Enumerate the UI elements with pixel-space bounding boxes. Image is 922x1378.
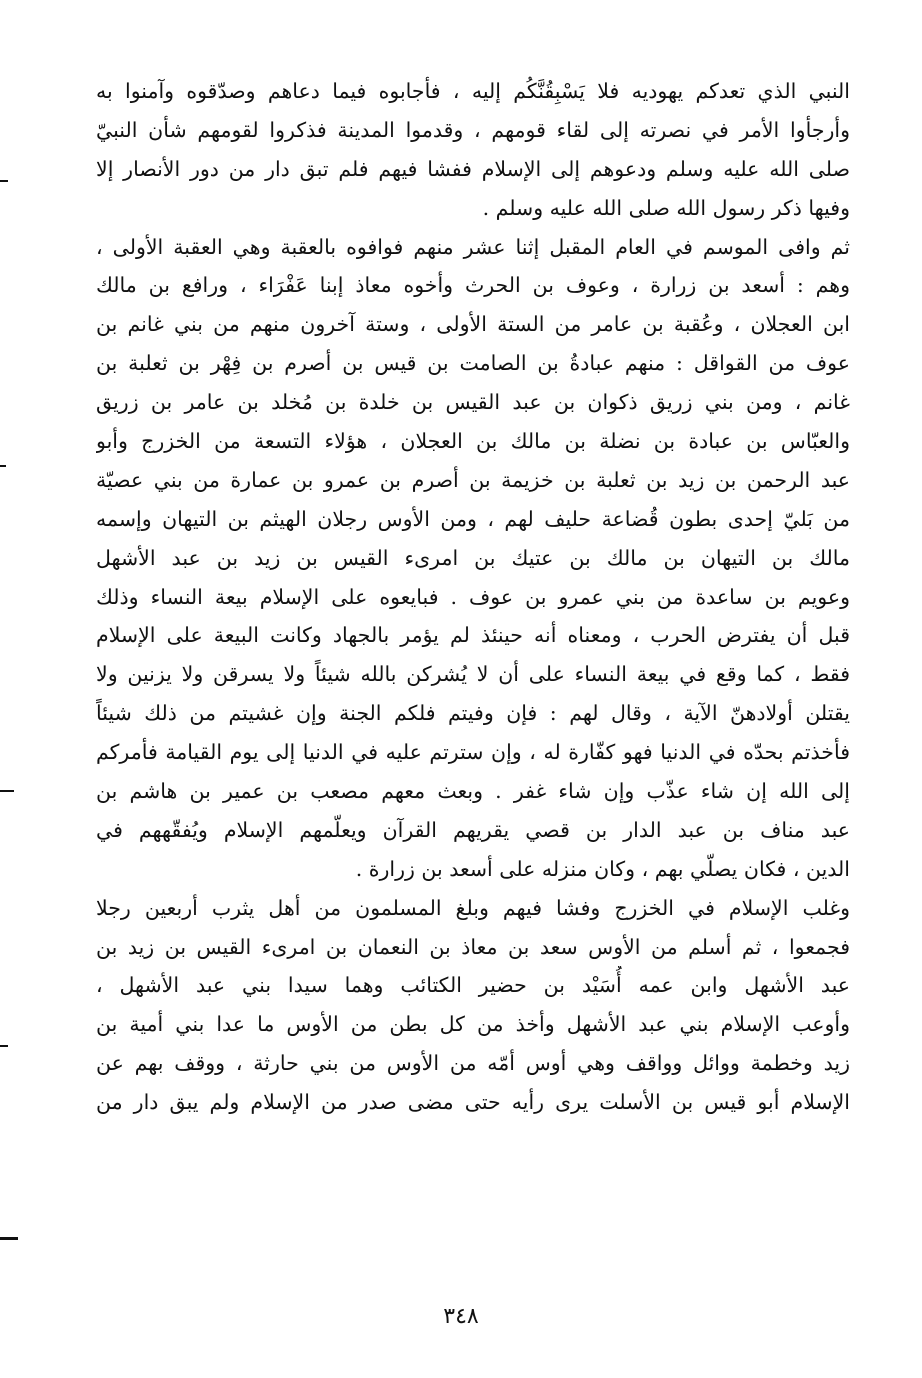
text-line: وأوعب الإسلام بني عبد الأشهل وأخذ من كل بطن من الأوس ما عدا بني أمية بن (96, 1012, 850, 1037)
margin-mark (0, 465, 6, 467)
text-line: من بَليّ إحدى بطون قُضاعة حليف لهم ، ومن الأوس رجلان الهيثم بن التيهان وإسمه (96, 506, 850, 531)
text-line: عبد الأشهل وابن عمه أُسَيْد بن حضير الكتائب وهما سيدا بني عبد الأشهل ، (96, 973, 850, 998)
page-number: ٣٤٨ (443, 1304, 479, 1329)
text-line: إلى الله إن شاء عذّب وإن شاء غفر . وبعث معهم مصعب بن عمير بن هاشم بن (96, 779, 850, 804)
text-line: الدين ، فكان يصلّي بهم ، وكان منزله على أسعد بن زرارة . (355, 856, 850, 881)
text-line: عوف من القواقل : منهم عبادةُ بن الصامت بن قيس بن أصرم بن فِهْر بن ثعلبة بن (96, 351, 850, 376)
text-line: فقط ، كما وقع في بيعة النساء على أن لا يُشركن بالله شيئاً ولا يسرقن ولا يزنين ولا (96, 662, 850, 687)
text-line: عبد مناف بن عبد الدار بن قصي يقريهم القرآن ويعلّمهم الإسلام ويُفقّههم في (96, 817, 850, 842)
text-line: فأخذتم بحدّه في الدنيا فهو كفّارة له ، وإن سترتم عليه في الدنيا إلى يوم القيامة فأمركم (96, 740, 850, 765)
text-line: وأرجأوا الأمر في نصرته إلى لقاء قومهم ، وقدموا المدينة فذكروا لقومهم شأن النبيّ (96, 117, 850, 142)
margin-mark (0, 790, 14, 792)
text-line: زيد وخطمة ووائل وواقف وهي أوس أمّه من الأوس من بني حارثة ، ووقف بهم عن (96, 1051, 850, 1076)
text-line: وهم : أسعد بن زرارة ، وعوف بن الحرث وأخوه معاذ إبنا عَفْرَاء ، ورافع بن مالك (96, 273, 850, 298)
margin-mark (0, 1045, 8, 1047)
text-line: مالك بن التيهان بن مالك بن عتيك بن امرىء القيس بن زيد بن عبد الأشهل (96, 545, 850, 570)
text-line: صلى الله عليه وسلم ودعوهم إلى الإسلام ففشا فيهم فلم تبق دار من دور الأنصار إلا (96, 156, 850, 181)
margin-mark (0, 1237, 18, 1240)
text-line: والعبّاس بن عبادة بن نضلة بن مالك بن العجلان ، هؤلاء التسعة من الخزرج وأبو (96, 429, 850, 454)
margin-mark (0, 180, 8, 182)
text-line: قبل أن يفترض الحرب ، ومعناه أنه حينئذ لم يؤمر بالجهاد وكانت البيعة على الإسلام (96, 623, 850, 648)
text-line: وفيها ذكر رسول الله صلى الله عليه وسلم . (482, 195, 850, 220)
page-body-text (96, 72, 850, 1122)
text-line: عبد الرحمن بن زيد بن ثعلبة بن خزيمة بن أصرم بن عمرو بن عمارة من بني عصيّة (96, 467, 850, 492)
text-line: يقتلن أولادهنّ الآية ، وقال لهم : فإن وفيتم فلكم الجنة وإن غشيتم من ذلك شيئاً (96, 701, 850, 726)
text-line: وعويم بن ساعدة من بني عمرو بن عوف . فبايعوه على الإسلام بيعة النساء وذلك (96, 584, 850, 609)
text-line: ثم وافى الموسم في العام المقبل إثنا عشر منهم فوافوه بالعقبة وهي العقبة الأولى ، (96, 234, 850, 259)
text-line: وغلب الإسلام في الخزرج وفشا فيهم وبلغ المسلمون من أهل يثرب أربعين رجلا (96, 895, 850, 920)
text-line: غانم ، ومن بني زريق ذكوان بن عبد القيس بن خلدة بن مُخلد بن عامر بن زريق (96, 390, 850, 415)
text-line: فجمعوا ، ثم أسلم من الأوس سعد بن معاذ بن النعمان بن امرىء القيس بن زيد بن (96, 934, 850, 959)
text-line: ابن العجلان ، وعُقبة بن عامر من الستة الأولى ، وستة آخرون منهم من بني غانم بن (96, 312, 850, 337)
text-line: النبي الذي تعدكم يهوديه فلا يَسْبِقُنَّكُم إليه ، فأجابوه فيما دعاهم وصدّقوه وآمنوا به (96, 79, 850, 103)
text-line: الإسلام أبو قيس بن الأسلت يرى رأيه حتى مضى صدر من الإسلام ولم يبق دار من (96, 1090, 850, 1115)
